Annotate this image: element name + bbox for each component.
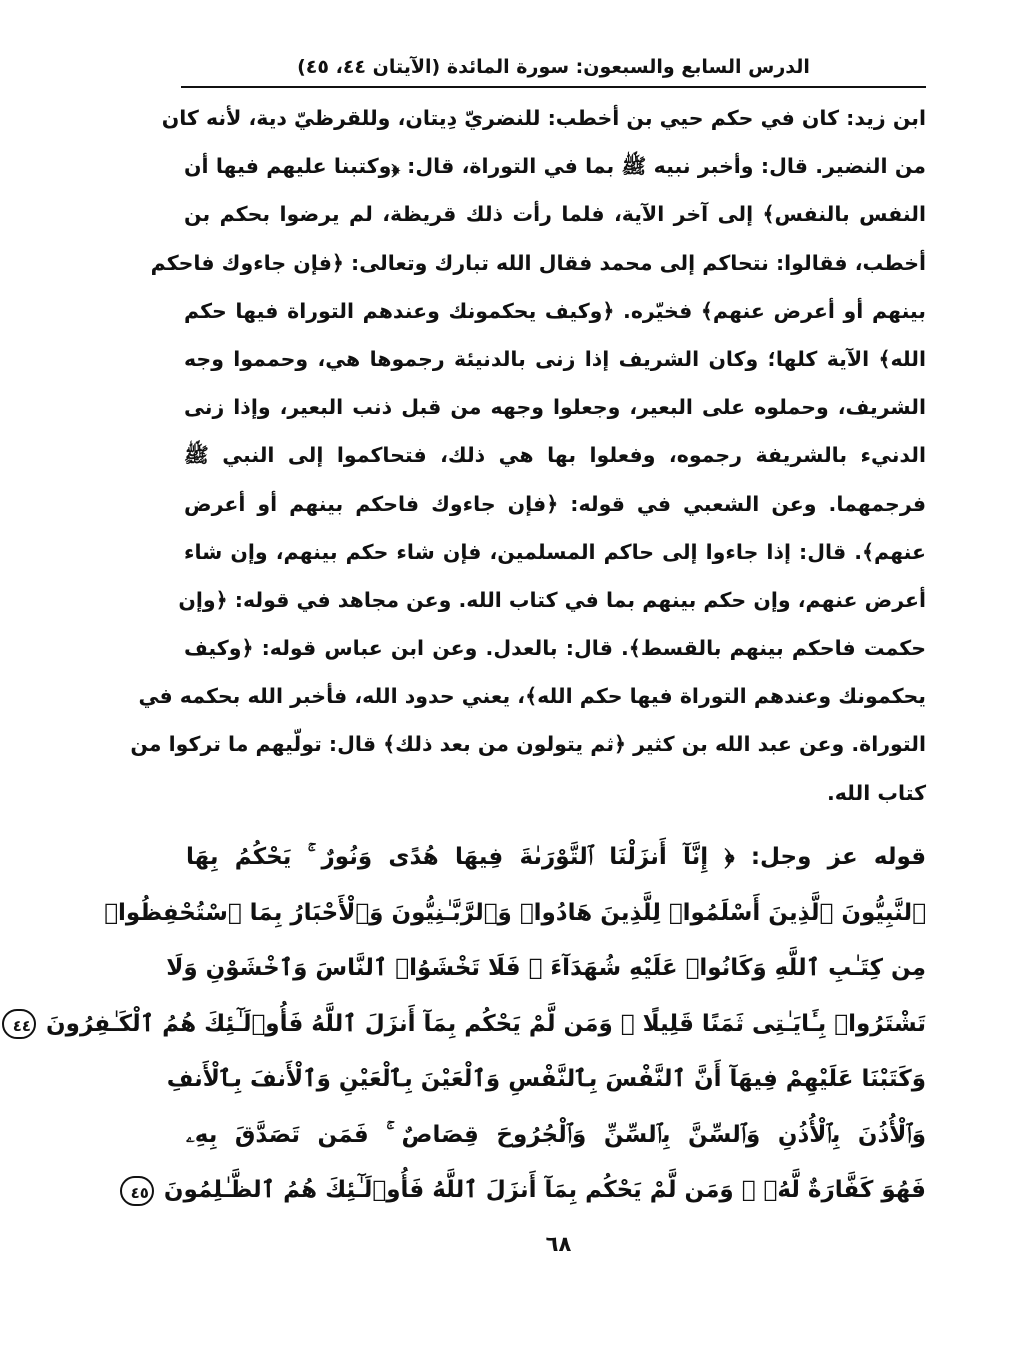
commentary-line: فرجمهما. وعن الشعبي في قوله: ﴿فإن جاءوك فاحكم بينهم أو أعرض	[184, 491, 926, 516]
verse-text: ﴿ إِنَّآ أَنزَلْنَا ٱلتَّوْرَىٰةَ فِيهَا هُدًى وَنُورٌ ۚ يَحْكُمُ بِهَا	[186, 844, 735, 870]
commentary-line: من النضير. قال: وأخبر نبيه ﷺ بما في التوراة، قال: ﴿وكتبنا عليهم فيها أن	[184, 154, 926, 179]
commentary-line: النفس بالنفس﴾ إلى آخر الآية، فلما رأت ذلك قريظة، لم يرضوا بحكم بن	[184, 202, 926, 227]
page-number: ٦٨	[545, 1232, 572, 1256]
ayah-number-marker: ٤٥	[120, 1176, 154, 1206]
book-page	[12, 0, 1031, 1350]
verse-text: تَشْتَرُوا۟ بِـَٔايَـٰتِى ثَمَنًا قَلِيلًا ۚ وَمَن لَّمْ يَحْكُم بِمَآ أَنزَلَ ٱللَّهُ فَأُو۟لَـٰٓئِكَ هُمُ ٱلْكَـٰفِرُونَ	[46, 1010, 926, 1037]
header-divider	[181, 86, 926, 88]
verse-line: وَكَتَبْنَا عَلَيْهِمْ فِيهَآ أَنَّ ٱلنَّفْسَ بِٱلنَّفْسِ وَٱلْعَيْنَ بِٱلْعَيْنِ وَٱلْأَنفَ بِٱلْأَنفِ	[166, 1066, 926, 1092]
commentary-line: الله﴾ الآية كلها؛ وكان الشريف إذا زنى بالدنيئة رجموها هي، وحمموا وجه	[184, 346, 926, 371]
running-header: الدرس السابع والسبعون: سورة المائدة (الآيتان ٤٤، ٤٥)	[297, 56, 810, 78]
commentary-line: الدنيء بالشريفة رجموه، وفعلوا بها هي ذلك، فتحاكموا إلى النبي ﷺ	[184, 443, 926, 468]
verse-line	[130, 1163, 926, 1219]
verse-intro: قوله عز وجل:	[750, 844, 926, 870]
verse-line: ٱلنَّبِيُّونَ ٱلَّذِينَ أَسْلَمُوا۟ لِلَّذِينَ هَادُوا۟ وَٱلرَّبَّـٰنِيُّونَ وَٱلْأَحْبَارُ بِمَا ٱسْتُحْفِظُوا۟	[104, 899, 926, 926]
commentary-line: يحكمونك وعندهم التوراة فيها حكم الله﴾، يعني حدود الله، فأخبر الله بحكمه في	[138, 684, 926, 709]
commentary-line: عنهم﴾. قال: إذا جاءوا إلى حاكم المسلمين، فإن شاء حكم بينهم، وإن شاء	[184, 539, 926, 564]
verse-text: فَهُوَ كَفَّارَةٌ لَّهُۥ ۚ وَمَن لَّمْ يَحْكُم بِمَآ أَنزَلَ ٱللَّهُ فَأُو۟لَـٰٓئِكَ هُمُ ٱلظَّـٰلِمُونَ	[163, 1177, 926, 1203]
commentary-line: كتاب الله.	[826, 780, 926, 805]
ayah-number-marker: ٤٤	[2, 1009, 36, 1039]
verse-line: وَٱلْأُذُنَ بِٱلْأُذُنِ وَٱلسِّنَّ بِٱلسِّنِّ وَٱلْجُرُوحَ قِصَاصٌ ۚ فَمَن تَصَدَّقَ بِهِۦ	[186, 1121, 926, 1148]
commentary-line: بينهم أو أعرض عنهم﴾ فخيّره. ﴿وكيف يحكمونك وعندهم التوراة فيها حكم	[184, 298, 926, 323]
quran-verse-block	[12, 830, 926, 1219]
commentary-line: أعرض عنهم، وإن حكم بينهم بما في كتاب الله. وعن مجاهد في قوله: ﴿وإن	[178, 587, 926, 612]
commentary-line: أخطب، فقالوا: نتحاكم إلى محمد فقال الله تبارك وتعالى: ﴿فإن جاءوك فاحكم	[150, 250, 926, 275]
verse-line	[186, 830, 926, 886]
commentary-line: حكمت فاحكم بينهم بالقسط﴾. قال: بالعدل. وعن ابن عباس قوله: ﴿وكيف	[184, 636, 926, 661]
verse-line	[12, 997, 926, 1053]
verse-line: مِن كِتَـٰبِ ٱللَّهِ وَكَانُوا۟ عَلَيْهِ شُهَدَآءَ ۚ فَلَا تَخْشَوُا۟ ٱلنَّاسَ وَٱخْشَوْنِ وَلَا	[166, 955, 926, 981]
commentary-text	[130, 94, 926, 817]
commentary-line: ابن زيد: كان في حكم حيي بن أخطب: للنضريّ دِيتان، وللقرظيّ دية، لأنه كان	[161, 106, 926, 130]
commentary-line: التوراة. وعن عبد الله بن كثير ﴿ثم يتولون من بعد ذلك﴾ قال: تولّيهم ما تركوا من	[130, 732, 926, 757]
commentary-line: الشريف، وحملوه على البعير، وجعلوا وجهه من قبل ذنب البعير، وإذا زنى	[184, 395, 926, 420]
